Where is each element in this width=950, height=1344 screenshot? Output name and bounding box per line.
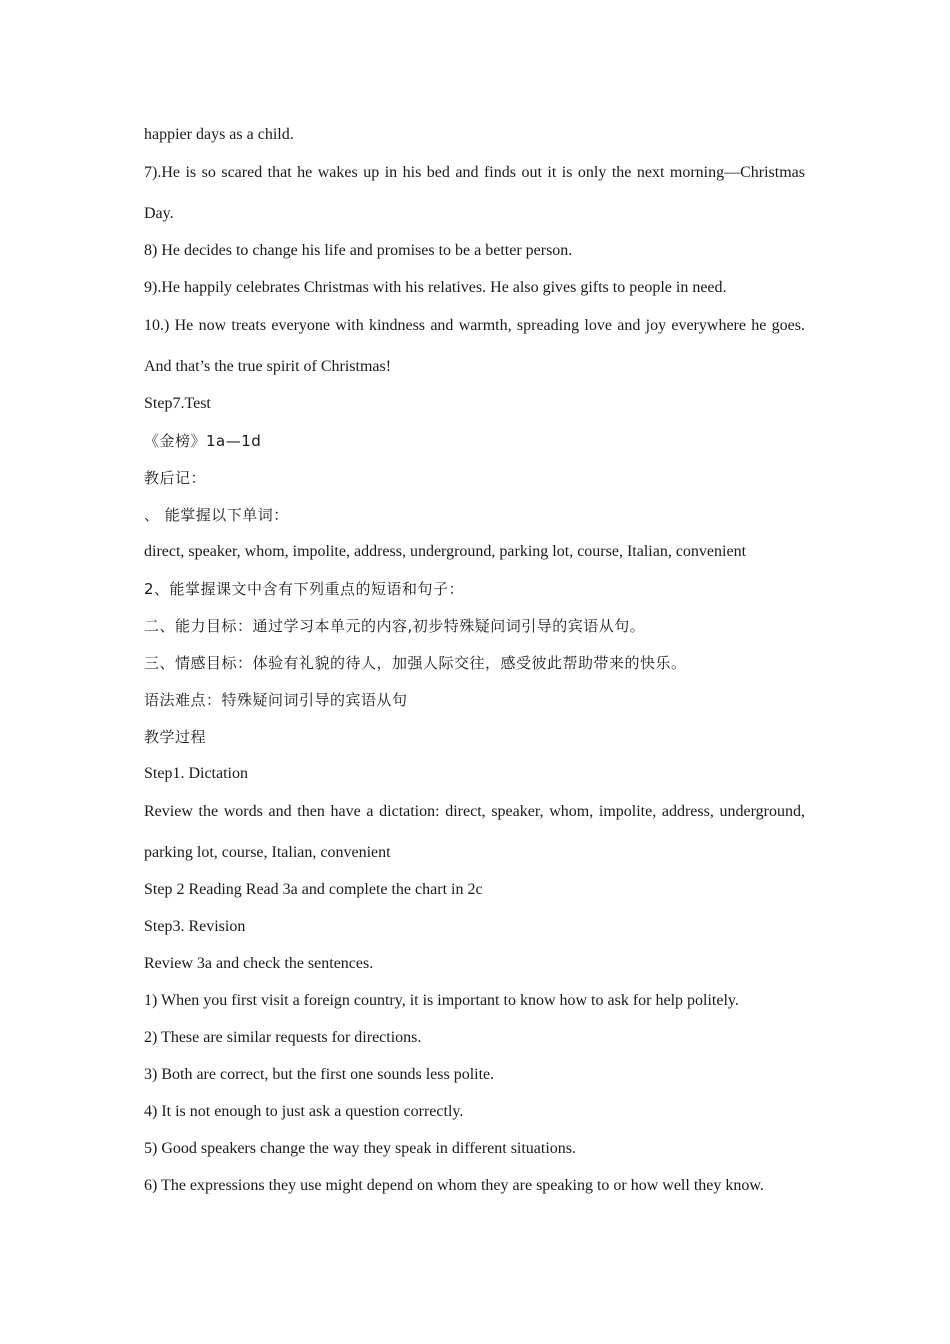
text-line: 8) He decides to change his life and promises to be a better person.	[144, 242, 573, 259]
text-line: 二、能力目标：通过学习本单元的内容,初步特殊疑问词引导的宾语从句。	[144, 617, 646, 635]
list-item: 2) These are similar requests for directions.	[144, 1029, 422, 1046]
text-line: 10.) He now treats everyone with kindness and warmth, spreading love and joy everywhere he goes. And that’s the true spirit of Christmas!	[144, 317, 805, 375]
list-item: 6) The expressions they use might depend on whom they are speaking to or how well they know.	[144, 1177, 764, 1194]
text-line: happier days as a child.	[144, 126, 294, 143]
step-heading: Step 2 Reading Read 3a and complete the chart in 2c	[144, 881, 483, 898]
text-line: Review the words and then have a dictation: direct, speaker, whom, impolite, address, underground, parking lot, course, Italian, convenient	[144, 803, 805, 861]
text-line: 、 能掌握以下单词：	[144, 506, 289, 524]
text-line: Review 3a and check the sentences.	[144, 955, 374, 972]
text-line: 9).He happily celebrates Christmas with his relatives. He also gives gifts to people in need.	[144, 279, 727, 296]
vocabulary-line: direct, speaker, whom, impolite, address, underground, parking lot, course, Italian, convenient	[144, 543, 747, 560]
document-page	[144, 124, 805, 1212]
text-line: 《金榜》1a—1d	[144, 432, 262, 450]
step-heading: Step1. Dictation	[144, 765, 248, 782]
step-heading: Step7.Test	[144, 395, 211, 412]
section-heading: 教后记：	[144, 469, 207, 487]
text-line: 三、情感目标：体验有礼貌的待人，加强人际交往，感受彼此帮助带来的快乐。	[144, 654, 687, 672]
section-heading: 教学过程	[144, 728, 207, 746]
list-item: 3) Both are correct, but the first one sounds less polite.	[144, 1066, 495, 1083]
step-heading: Step3. Revision	[144, 918, 246, 935]
list-item: 4) It is not enough to just ask a question correctly.	[144, 1103, 464, 1120]
text-line: 2、能掌握课文中含有下列重点的短语和句子：	[144, 580, 465, 598]
text-line: 7).He is so scared that he wakes up in his bed and finds out it is only the next morning—Christmas Day.	[144, 164, 805, 222]
list-item: 1) When you first visit a foreign country, it is important to know how to ask for help politely.	[144, 992, 739, 1009]
list-item: 5) Good speakers change the way they speak in different situations.	[144, 1140, 577, 1157]
text-line: 语法难点：特殊疑问词引导的宾语从句	[144, 691, 408, 709]
